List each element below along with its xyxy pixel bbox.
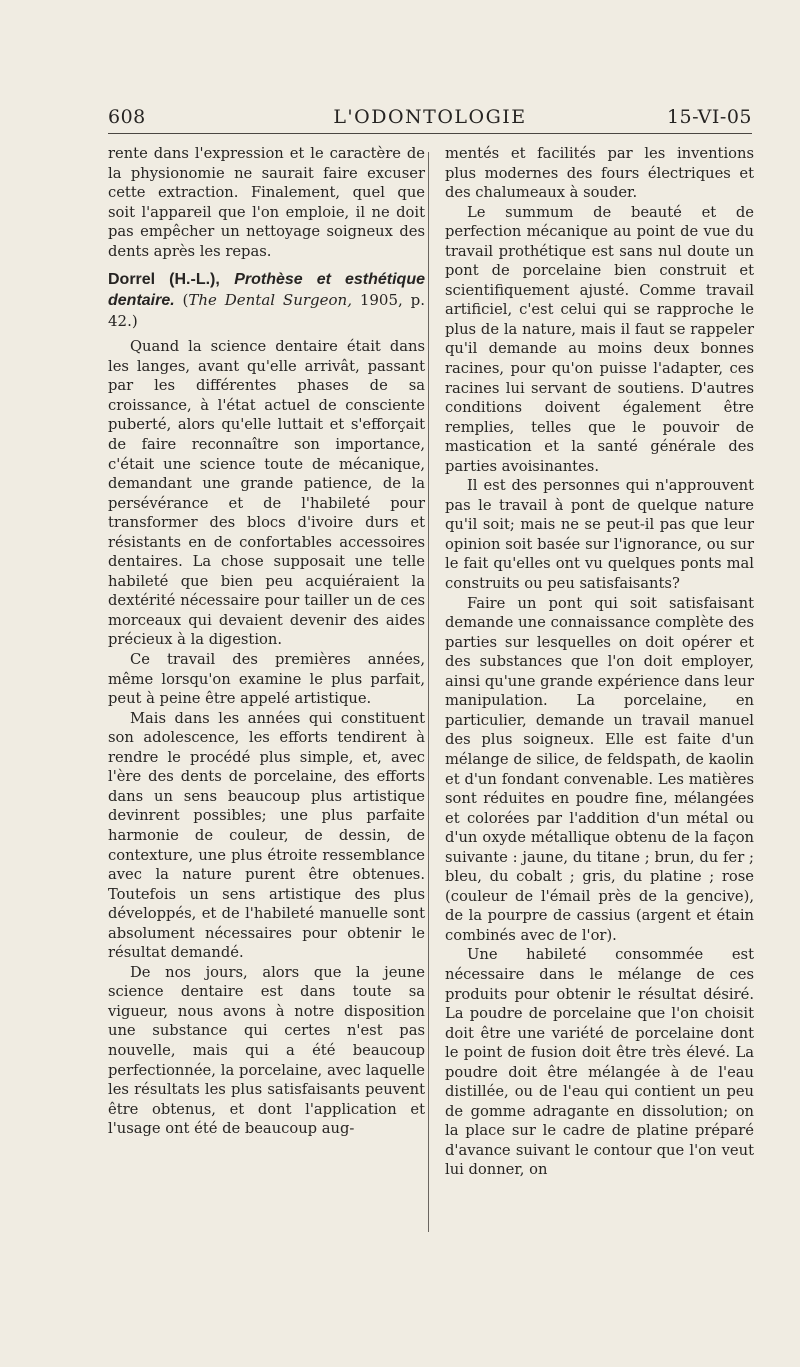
header-rule [108,133,752,134]
entry-source: The Dental Surgeon, [188,291,352,310]
entry-source-paren: ( [182,291,189,310]
paragraph: Une habileté consommée est nécessaire dans le mélange de ces produits pour obtenir le résultat désiré. La poudre de porcelaine que l'on choisit doit être une variété de porcelaine dont le point de fusion doit être très élevé. La poudre doit être mélangée à de l'eau distillée, ou de l'eau qui contient un peu de gomme adragante en dissolution; on la place sur le cadre de platine préparé d'avance suivant le contour que l'on veut lui donner, on [445,946,754,1179]
paragraph: Le summum de beauté et de perfection mécanique au point de vue du travail prothétique est sans nul doute un pont de porcelaine bien construit et scientifiquement ajusté. Comme travail artificiel, c'est celui qui se rapproche le plus de la nature, mais il faut se rappeler qu'il demande au moins deux bonnes racines, pour qu'on puisse l'adapter, ces racines lui servant de soutiens. D'autres conditions doivent également être remplies, telles que le pouvoir de mastication et la santé générale des parties avoisinantes. [445,203,754,475]
entry-work-title: Prothèse et esthétique dentaire. [108,271,425,310]
issue-date: 15-VI-05 [666,106,752,128]
page-number: 608 [108,106,146,128]
entry-source-tail: 1905, p. 42.) [108,291,425,331]
paragraph: Quand la science dentaire était dans les langes, avant qu'elle arrivât, passant par les différentes phases de sa croissance, à l'état actuel de consciente puberté, alors qu'elle luttait et s'efforçait de faire reconnaître son importance, c'était une science toute de mécanique, demandant une grande patience, de la persévérance et de l'habileté pour transformer des blocs d'ivoire durs et résistants en de confortables accessoires dentaires. La chose supposait une telle habileté que bien peu acquiéraient la dextérité nécessaire pour tailler un de ces morceaux qui devaient devenir des aides précieux à la digestion. [108,338,425,649]
column-divider [428,152,429,1232]
left-column [108,144,425,1139]
paragraph: Il est des personnes qui n'approuvent pas le travail à pont de quelque nature qu'il soit; mais ne se peut-il pas que leur opinion soit basée sur l'ignorance, ou sur le fait qu'elles ont vu quelques ponts mal construits ou peu satisfaisants? [445,477,754,593]
paragraph: rente dans l'expression et le caractère de la physionomie ne saurait faire excuser cette extraction. Finalement, quel que soit l'appareil que l'on emploie, il ne doit pas empêcher un nettoyage soigneux des dents après les repas. [108,145,425,260]
entry-author: Dorrel (H.-L.), [108,271,220,289]
paragraph: mentés et facilités par les inventions plus modernes des fours électriques et des chalumeaux à souder. [445,145,754,202]
paragraph: Mais dans les années qui constituent son adolescence, les efforts tendirent à rendre le procédé plus simple, et, avec l'ère des dents de porcelaine, des efforts dans un sens beaucoup plus artistique devinrent possibles; une plus parfaite harmonie de couleur, de dessin, de contexture, une plus étroite ressemblance avec la nature purent être obtenues. Toutefois un sens artistique des plus développés, et de l'habileté manuelle sont absolument nécessaires pour obtenir le résultat demandé. [108,709,425,962]
bibliographic-entry [108,269,425,331]
right-column [445,144,754,1180]
paragraph: De nos jours, alors que la jeune science dentaire est dans toute sa vigueur, nous avons à notre disposition une substance qui certes n'est pas nouvelle, mais qui a été beaucoup perfectionnée, la porcelaine, avec laquelle les résultats les plus satisfaisants peuvent être obtenus, et dont l'application et l'usage ont été de beaucoup aug- [108,963,425,1138]
journal-title: L'ODONTOLOGIE [333,106,527,128]
paragraph: Faire un pont qui soit satisfaisant demande une connaissance complète des parties sur lesquelles on doit opérer et des substances que l'on doit employer, ainsi qu'une grande expérience dans leur manipulation. La porcelaine, en particulier, demande un travail manuel des plus soigneux. Elle est faite d'un mélange de silice, de feldspath, de kaolin et d'un fondant convenable. Les matières sont réduites en poudre fine, mélangées et colorées par l'addition d'un métal ou d'un oxyde métallique obtenu de la façon suivante : jaune, du titane ; brun, du fer ; bleu, du cobalt ; gris, du platine ; rose (couleur de l'émail près de la gencive), de la pourpre de cassius (argent et étain combinés avec de l'or). [445,594,754,944]
paragraph: Ce travail des premières années, même lorsqu'on examine le plus parfait, peut à peine être appelé artistique. [108,651,425,708]
running-header [108,106,752,136]
